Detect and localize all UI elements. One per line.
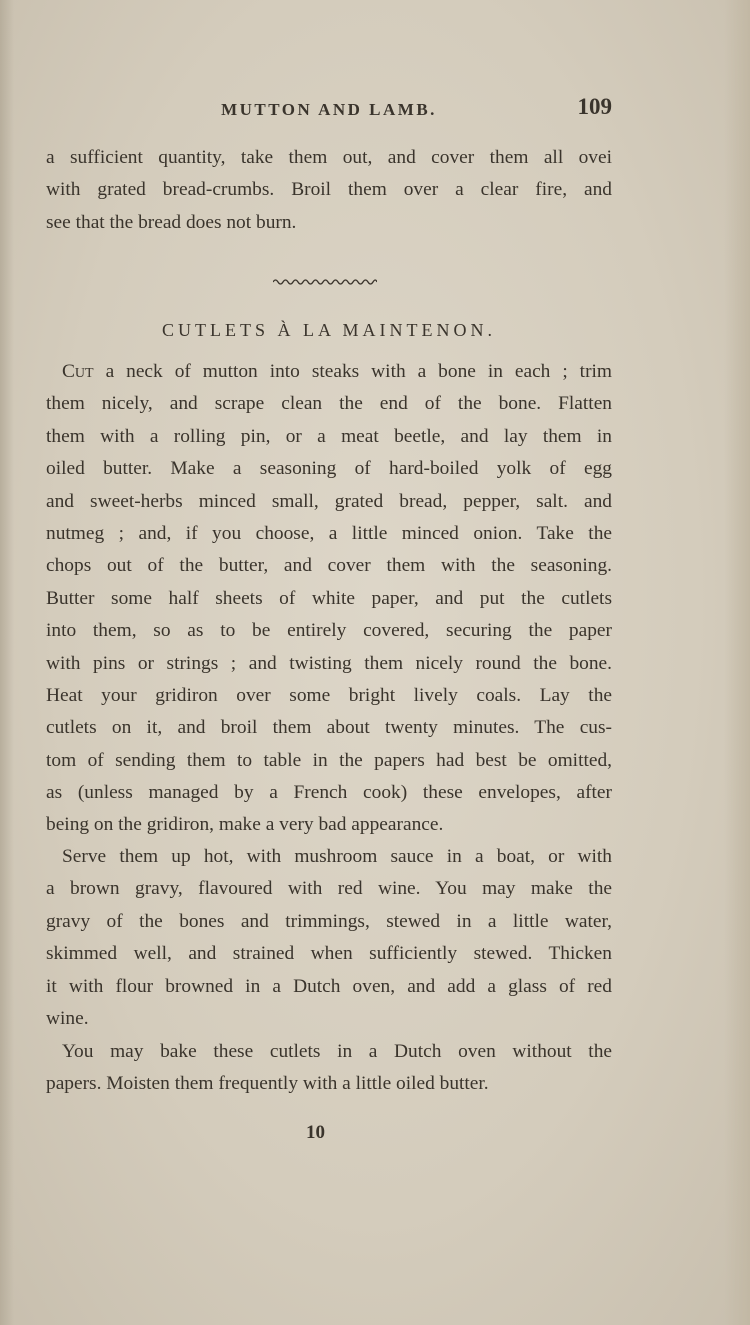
text-line: and sweet-herbs minced small, grated bread, pepper, salt. and [46, 490, 612, 512]
text-line-first [46, 356, 612, 388]
text-line: gravy of the bones and trimmings, stewed in a little water, [46, 910, 612, 932]
wavy-rule-ornament [273, 278, 377, 286]
paragraph-serving [46, 841, 612, 1035]
text-line: with pins or strings ; and twisting them nicely round the bone. [46, 652, 612, 674]
text-line: it with flour browned in a Dutch oven, and add a glass of red [46, 975, 612, 997]
text-line: as (unless managed by a French cook) these envelopes, after [46, 782, 612, 804]
text-line: chops out of the butter, and cover them with the seasoning. [46, 555, 612, 577]
page-right-shadow [724, 0, 750, 1325]
text-line: You may bake these cutlets in a Dutch oven without the [62, 1041, 612, 1062]
text-line: nutmeg ; and, if you choose, a little minced onion. Take the [46, 522, 612, 544]
text-line: wine. [46, 1007, 89, 1029]
text-line: see that the bread does not burn. [46, 211, 297, 233]
paragraph-baking [46, 1036, 612, 1101]
text-line: cutlets on it, and broil them about twenty minutes. The cus- [46, 717, 612, 739]
page-number: 109 [577, 94, 612, 119]
first-line-rest: a neck of mutton into steaks with a bone in each ; trim [93, 361, 612, 382]
text-line: Heat your gridiron over some bright lively coals. Lay the [46, 684, 612, 706]
text-line: Serve them up hot, with mushroom sauce in a boat, or with [62, 846, 612, 867]
text-line: being on the gridiron, make a very bad appearance. [46, 814, 444, 836]
text-line: them nicely, and scrape clean the end of the bone. Flatten [46, 393, 612, 415]
text-line: with grated bread-crumbs. Broil them over a clear fire, and [46, 179, 612, 201]
running-title: MUTTON AND LAMB. [221, 100, 437, 119]
signature-mark: 10 [306, 1122, 325, 1143]
running-head [46, 94, 612, 124]
text-line: papers. Moisten them frequently with a little oiled butter. [46, 1073, 489, 1095]
page-left-shadow [0, 0, 14, 1325]
text-line: oiled butter. Make a seasoning of hard-boiled yolk of egg [46, 458, 612, 480]
text-line: tom of sending them to table in the papers had best be omitted, [46, 749, 612, 771]
text-line: skimmed well, and strained when sufficiently stewed. Thicken [46, 943, 612, 965]
section-heading: CUTLETS À LA MAINTENON. [162, 320, 496, 340]
text-line: a sufficient quantity, take them out, and cover them all ovei [46, 147, 612, 168]
text-line: into them, so as to be entirely covered, securing the paper [46, 620, 612, 642]
text-line: a brown gravy, flavoured with red wine. You may make the [46, 878, 612, 900]
continued-paragraph [46, 142, 612, 239]
text-line: them with a rolling pin, or a meat beetle, and lay them in [46, 425, 612, 447]
text-line: Butter some half sheets of white paper, and put the cutlets [46, 587, 612, 609]
paragraph-method [46, 356, 612, 842]
drop-word: Cut [62, 361, 94, 382]
